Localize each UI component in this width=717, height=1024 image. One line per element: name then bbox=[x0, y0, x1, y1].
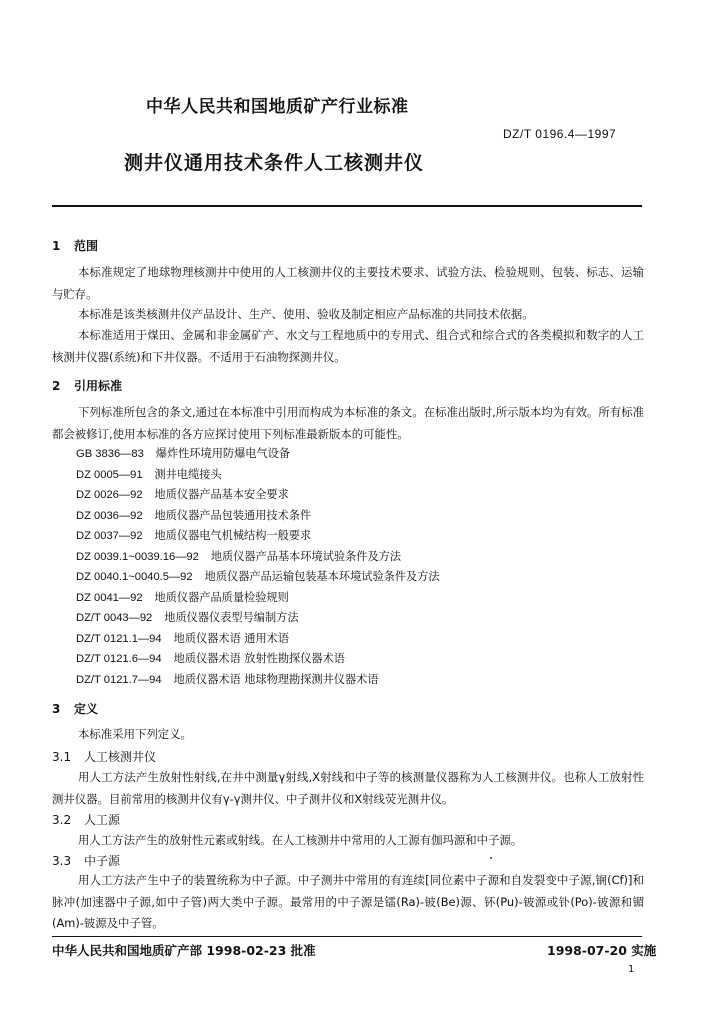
section-1-paragraph-2: 本标准是该类核测井仪产品设计、生产、使用、验收及制定相应产品标准的共同技术依据。 bbox=[78, 307, 534, 321]
section-2-heading bbox=[52, 377, 122, 394]
referenced-standards-list bbox=[76, 444, 440, 690]
ref-name: 地质仪器产品基本安全要求 bbox=[154, 488, 289, 501]
ref-name: 地质仪器仪表型号编制方法 bbox=[164, 611, 299, 624]
section-title: 定义 bbox=[74, 702, 99, 716]
subsection-number: 3.3 bbox=[52, 854, 72, 868]
subsection-number: 3.1 bbox=[52, 750, 72, 764]
footer-divider bbox=[52, 936, 642, 937]
ref-name: 地质仪器术语 通用术语 bbox=[173, 631, 290, 645]
section-number: 3 bbox=[52, 702, 61, 716]
section-2-intro: 下列标准所包含的条文,通过在本标准中引用而构成为本标准的条文。在标准出版时,所示版本均为有效。所有标准都会被修订,使用本标准的各方应探讨使用下列标准最新版本的可能性。 bbox=[52, 405, 644, 441]
standard-code: DZ/T 0196.4—1997 bbox=[503, 127, 617, 141]
ref-code: DZ 0026—92 bbox=[76, 489, 143, 501]
ref-code: DZ/T 0121.6—94 bbox=[76, 653, 162, 665]
ref-code: DZ 0037—92 bbox=[76, 530, 143, 542]
ref-name: 地质仪器产品质量检验规则 bbox=[154, 590, 289, 604]
ref-code: DZ 0040.1~0040.5—92 bbox=[76, 571, 193, 583]
section-number: 1 bbox=[52, 239, 61, 253]
ref-name: 地质仪器产品包装通用技术条件 bbox=[154, 508, 312, 522]
subsection-title: 人工源 bbox=[84, 813, 121, 827]
section-title: 引用标准 bbox=[74, 379, 123, 393]
header-divider bbox=[52, 205, 642, 207]
section-1-paragraph-1: 本标准规定了地球物理核测井中使用的人工核测井仪的主要技术要求、试验方法、检验规则、包装、标志、运输与贮存。 bbox=[52, 265, 644, 301]
section-title: 范围 bbox=[74, 239, 99, 253]
ref-code: DZ 0036—92 bbox=[76, 509, 143, 522]
section-1-paragraph-3: 本标准适用于煤田、金属和非金属矿产、水文与工程地质中的专用式、组合式和综合式的各类模拟和数字的人工核测井仪器(系统)和下井仪器。不适用于石油物探测井仪。 bbox=[52, 328, 644, 364]
list-item bbox=[76, 465, 440, 486]
ref-name: 地质仪器术语 放射性勘探仪器术语 bbox=[173, 652, 345, 665]
subsection-3-1-heading bbox=[52, 748, 156, 765]
subsection-number: 3.2 bbox=[52, 813, 72, 827]
ref-code: DZ/T 0121.7—94 bbox=[76, 673, 162, 686]
ref-name: 爆炸性环境用防爆电气设备 bbox=[155, 447, 291, 460]
document-title: 测井仪通用技术条件人工核测井仪 bbox=[124, 152, 425, 174]
list-item bbox=[76, 629, 440, 650]
ref-name: 地质仪器电气机械结构一般要求 bbox=[154, 529, 312, 542]
list-item bbox=[76, 506, 440, 527]
ref-code: DZ 0005—91 bbox=[76, 468, 143, 481]
ref-code: DZ 0041—92 bbox=[76, 591, 143, 604]
subsection-3-1-text: 用人工方法产生放射性射线,在井中测量γ射线,X射线和中子等的核测量仪器称为人工核测井仪。也称人工放射性测井仪器。目前常用的核测井仪有γ-γ测井仪、中子测井仪和X射线荧光测井仪。 bbox=[52, 770, 644, 806]
list-item bbox=[76, 649, 440, 670]
scan-speck bbox=[490, 857, 492, 859]
section-number: 2 bbox=[52, 379, 61, 393]
subsection-title: 中子源 bbox=[84, 854, 121, 868]
subsection-3-3-text: 用人工方法产生中子的装置统称为中子源。中子测井中常用的有连续[同位素中子源和自发裂变中子源,锎(Cf)]和脉冲(加速器中子源,如中子管)两大类中子源。最常用的中子源是镭(Ra)-铍(Be)源、钚(Pu)-铍源或钋(Po)-铍源和镅(Am)-铍源及中子管。 bbox=[52, 873, 644, 930]
list-item bbox=[76, 444, 440, 465]
page-number: 1 bbox=[628, 964, 635, 975]
section-3-heading bbox=[52, 700, 98, 717]
implementation-date: 1998-07-20 实施 bbox=[547, 943, 657, 958]
list-item bbox=[76, 547, 440, 568]
ref-code: DZ 0039.1~0039.16—92 bbox=[76, 550, 199, 563]
subsection-3-2-heading bbox=[52, 811, 120, 828]
ref-name: 地质仪器术语 地球物理勘探测井仪器术语 bbox=[173, 672, 379, 686]
section-3-intro: 本标准采用下列定义。 bbox=[78, 727, 192, 741]
ref-name: 地质仪器产品运输包装基本环境试验条件及方法 bbox=[204, 570, 440, 583]
subsection-3-2-text: 用人工方法产生的放射性元素或射线。在人工核测井中常用的人工源有伽玛源和中子源。 bbox=[78, 833, 523, 847]
approval-info: 中华人民共和国地质矿产部 1998-02-23 批准 bbox=[52, 943, 316, 958]
section-1-heading bbox=[52, 237, 98, 254]
list-item bbox=[76, 588, 440, 609]
list-item bbox=[76, 485, 440, 506]
subsection-3-3-heading bbox=[52, 852, 120, 869]
subsection-title: 人工核测井仪 bbox=[84, 750, 157, 764]
ref-code: DZ/T 0121.1—94 bbox=[76, 632, 162, 645]
list-item bbox=[76, 608, 440, 629]
ref-code: DZ/T 0043—92 bbox=[76, 612, 153, 624]
list-item bbox=[76, 670, 440, 691]
list-item bbox=[76, 567, 440, 588]
ref-name: 测井电缆接头 bbox=[154, 467, 222, 481]
issuing-organization: 中华人民共和国地质矿产行业标准 bbox=[146, 97, 409, 117]
ref-code: GB 3836—83 bbox=[76, 448, 144, 460]
list-item bbox=[76, 526, 440, 547]
ref-name: 地质仪器产品基本环境试验条件及方法 bbox=[210, 549, 402, 563]
